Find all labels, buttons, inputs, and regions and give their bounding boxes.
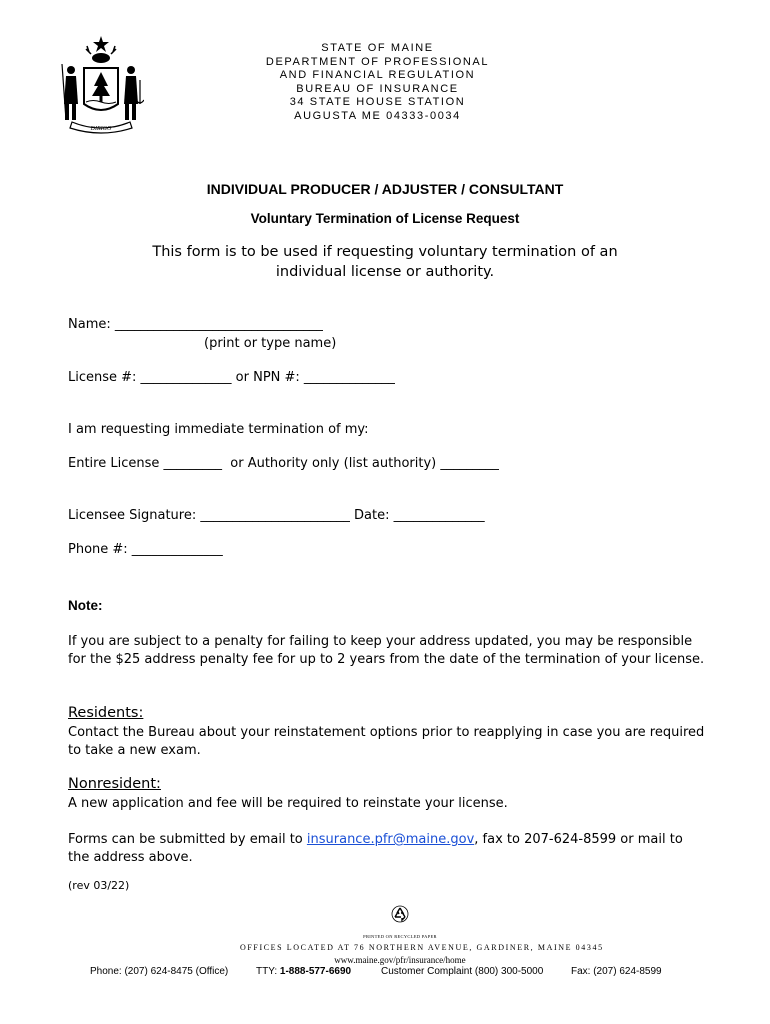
tty-number: 1-888-577-6690 <box>279 966 352 977</box>
residents-text: Contact the Bureau about your reinstatement options prior to reapplying in case you are required to take a new exam. <box>68 725 705 758</box>
header-station: 34 STATE HOUSE STATION <box>289 96 466 108</box>
tty-label: TTY: <box>256 966 280 977</box>
header-state: STATE OF MAINE <box>321 42 434 54</box>
residents-heading: Residents: <box>68 705 144 721</box>
form-subtitle: Voluntary Termination of License Request <box>250 211 520 226</box>
note-heading: Note: <box>68 598 103 613</box>
nonresident-heading: Nonresident: <box>68 776 161 792</box>
name-hint: (print or type name) <box>204 336 337 351</box>
footer-fax: Fax: (207) 624-8599 <box>571 966 662 977</box>
submission-text-before: Forms can be submitted by email to <box>68 832 307 847</box>
request-statement: I am requesting immediate termination of my: <box>68 422 369 437</box>
submission-instructions <box>68 831 708 867</box>
recycled-paper-note: PRINTED ON RECYCLED PAPER <box>363 934 437 939</box>
offices-address: OFFICES LOCATED AT 76 NORTHERN AVENUE, GARDINER, MAINE 04345 <box>240 943 604 952</box>
footer-complaint: Customer Complaint (800) 300-5000 <box>381 966 544 977</box>
license-npn-field[interactable]: License #: ______________ or NPN #: ______________ <box>68 370 395 385</box>
website-url: www.maine.gov/pfr/insurance/home <box>334 955 466 965</box>
phone-field[interactable]: Phone #: ______________ <box>68 542 223 557</box>
header-bureau: BUREAU OF INSURANCE <box>296 82 459 95</box>
form-title: INDIVIDUAL PRODUCER / ADJUSTER / CONSULTANT <box>206 181 564 197</box>
header-city: AUGUSTA ME 04333-0034 <box>294 109 461 122</box>
header-regulation: AND FINANCIAL REGULATION <box>279 69 476 81</box>
recycle-icon <box>391 905 409 923</box>
seal-motto: DIRIGO <box>90 126 112 132</box>
email-link[interactable]: insurance.pfr@maine.gov <box>306 832 475 847</box>
header-department: DEPARTMENT OF PROFESSIONAL <box>265 55 490 68</box>
form-intro-line-2: individual license or authority. <box>275 264 495 280</box>
submission-text-after: , fax to 207-624-8599 or mail to the address above. <box>68 832 683 865</box>
form-intro-line-1: This form is to be used if requesting voluntary termination of an <box>152 244 618 260</box>
footer-tty <box>256 966 351 977</box>
termination-options[interactable]: Entire License _________ or Authority only (list authority) _________ <box>68 456 499 471</box>
signature-date-field[interactable]: Licensee Signature: _______________________ Date: ______________ <box>68 508 485 523</box>
revision-date: (rev 03/22) <box>68 879 130 892</box>
nonresident-text: A new application and fee will be required to reinstate your license. <box>68 796 508 811</box>
footer-phone: Phone: (207) 624-8475 (Office) <box>90 966 229 977</box>
note-text: If you are subject to a penalty for failing to keep your address updated, you may be responsible for the $25 address penalty fee for up to 2 years from the date of the termination of your license. <box>68 634 705 667</box>
maine-state-seal <box>58 34 144 134</box>
name-field[interactable]: Name: ________________________________ <box>68 317 323 332</box>
